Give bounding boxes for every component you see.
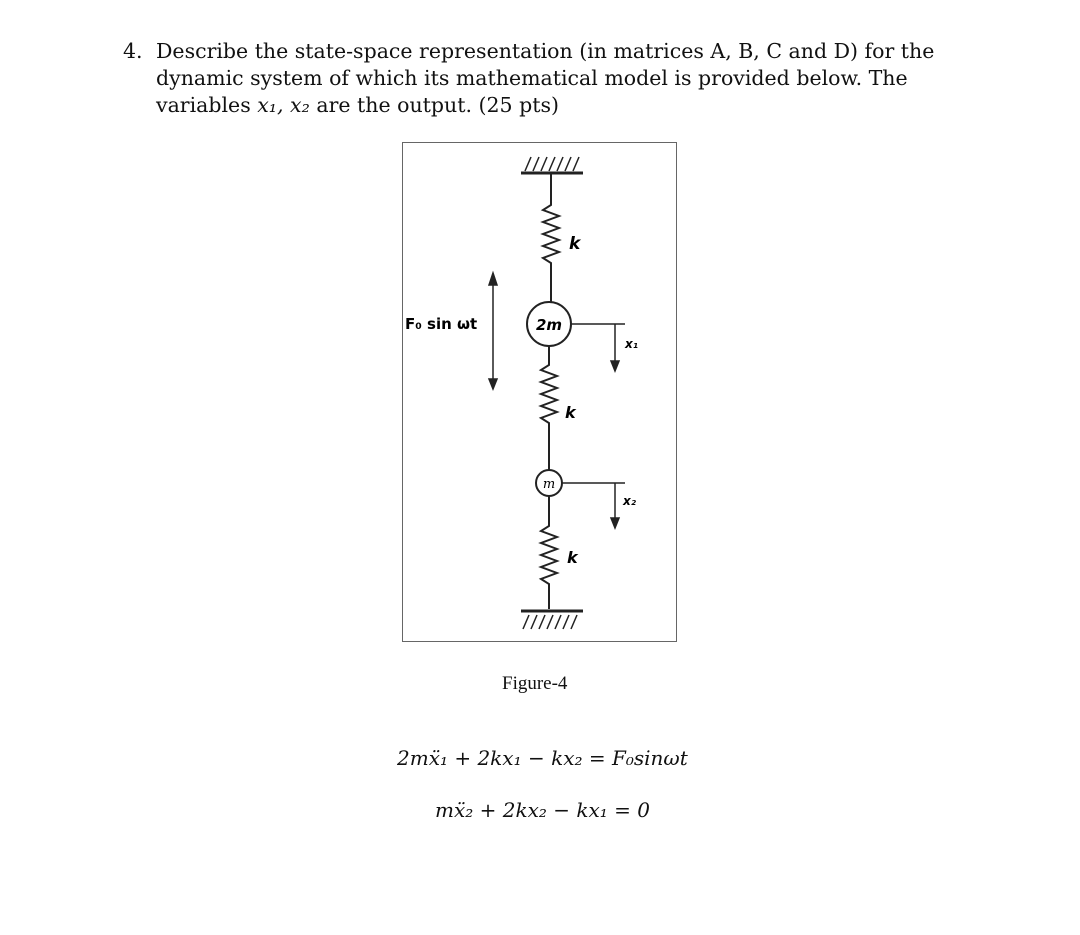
- equation-1: 2mẍ₁ + 2kx₁ − kx₂ = F₀sinωt: [397, 746, 688, 770]
- displacement-arrow-2: [562, 483, 625, 528]
- mechanical-system-figure: [402, 142, 677, 642]
- spring-bottom: [541, 496, 557, 609]
- question-text-main: Describe the state-space representation (in matrices A, B, C and D) for the dynamic system of which its mathematical model is provided below. The variables: [156, 39, 935, 117]
- disp-1-label: x₁: [625, 337, 638, 351]
- spring-bottom-label: k: [567, 548, 578, 567]
- spring-top-label: k: [569, 234, 581, 254]
- force-label: F₀ sin ωt: [405, 315, 478, 333]
- top-ground: [521, 157, 583, 173]
- question-text-end: are the output. (25 pts): [309, 93, 559, 117]
- spring-top: [543, 173, 559, 303]
- displacement-arrow-1: [571, 324, 625, 371]
- force-arrow: [489, 273, 497, 389]
- spring-mass-diagram: [403, 143, 678, 643]
- figure-caption: Figure-4: [502, 673, 568, 694]
- bottom-ground: [521, 611, 583, 629]
- question-text: [156, 38, 1006, 119]
- output-variables: x₁, x₂: [257, 93, 310, 117]
- question-number: 4.: [123, 39, 143, 63]
- mass-2m-label: 2m: [535, 316, 563, 334]
- spring-middle-label: k: [565, 403, 576, 422]
- mass-m-label: m: [542, 477, 556, 492]
- disp-2-label: x₂: [623, 494, 636, 508]
- equation-2: mẍ₂ + 2kx₂ − kx₁ = 0: [435, 798, 650, 822]
- spring-middle: [541, 346, 557, 471]
